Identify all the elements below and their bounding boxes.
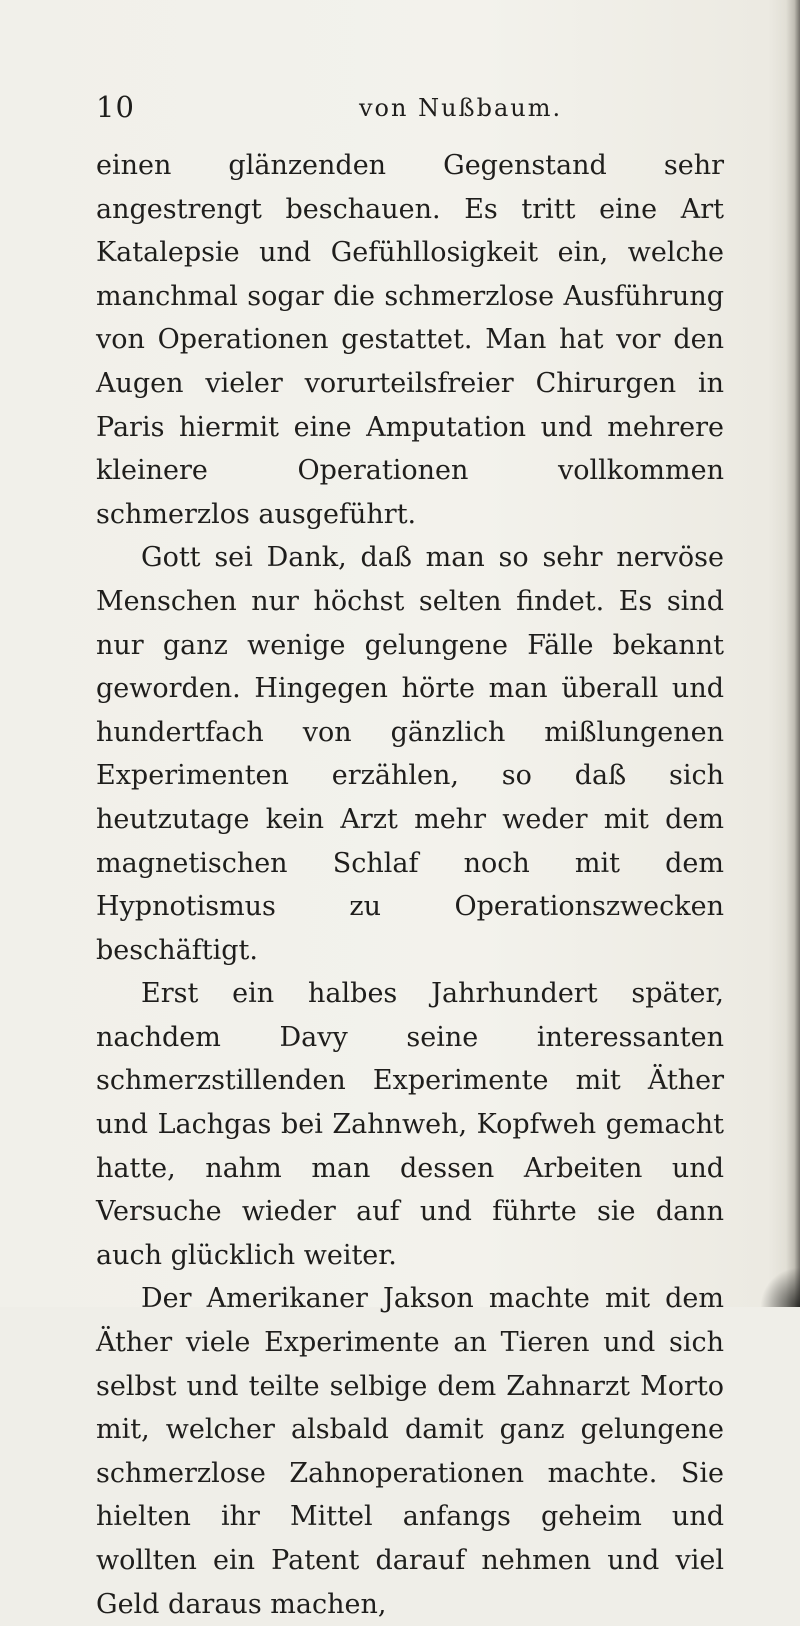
page-edge-shadow — [786, 0, 800, 1307]
page-header — [96, 90, 696, 130]
body-text — [96, 144, 724, 1626]
paragraph-4: Der Amerikaner Jakson machte mit dem Äther viele Experimente an Tieren und sich selbst und teilte selbige dem Zahnarzt Morto mit, welcher alsbald damit ganz gelungene schmerzlose Zahnoperationen machte. Sie hielten ihr Mittel anfangs geheim und wollten ein Patent darauf nehmen und viel Geld daraus machen, — [96, 1283, 724, 1620]
paragraph-1: einen glänzenden Gegenstand sehr angestrengt beschauen. Es tritt eine Art Katalepsie und Gefühllosigkeit ein, welche manchmal sogar die schmerzlose Ausführung von Operationen gestattet. Man hat vor den Augen vieler vorurteilsfreier Chirurgen in Paris hiermit eine Amputation und mehrere kleinere Operationen vollkommen schmerzlos ausgeführt. — [96, 150, 724, 530]
paragraph-2: Gott sei Dank, daß man so sehr nervöse Menschen nur höchst selten findet. Es sind nur ganz wenige gelungene Fälle bekannt geworden. Hingegen hörte man überall und hundertfach von gänzlich mißlungenen Experimenten erzählen, so daß sich heutzutage kein Arzt mehr weder mit dem magnetischen Schlaf noch mit dem Hypnotismus zu Operationszwecken beschäftigt. — [96, 542, 724, 966]
paragraph-3: Erst ein halbes Jahrhundert später, nachdem Davy seine interessanten schmerzstillenden Experimente mit Äther und Lachgas bei Zahnweh, Kopfweh gemacht hatte, nahm man dessen Arbeiten und Versuche wieder auf und führte sie dann auch glücklich weiter. — [96, 978, 724, 1271]
running-head: von Nußbaum. — [359, 94, 563, 122]
corner-shadow — [760, 1267, 800, 1307]
page-number: 10 — [96, 90, 135, 124]
